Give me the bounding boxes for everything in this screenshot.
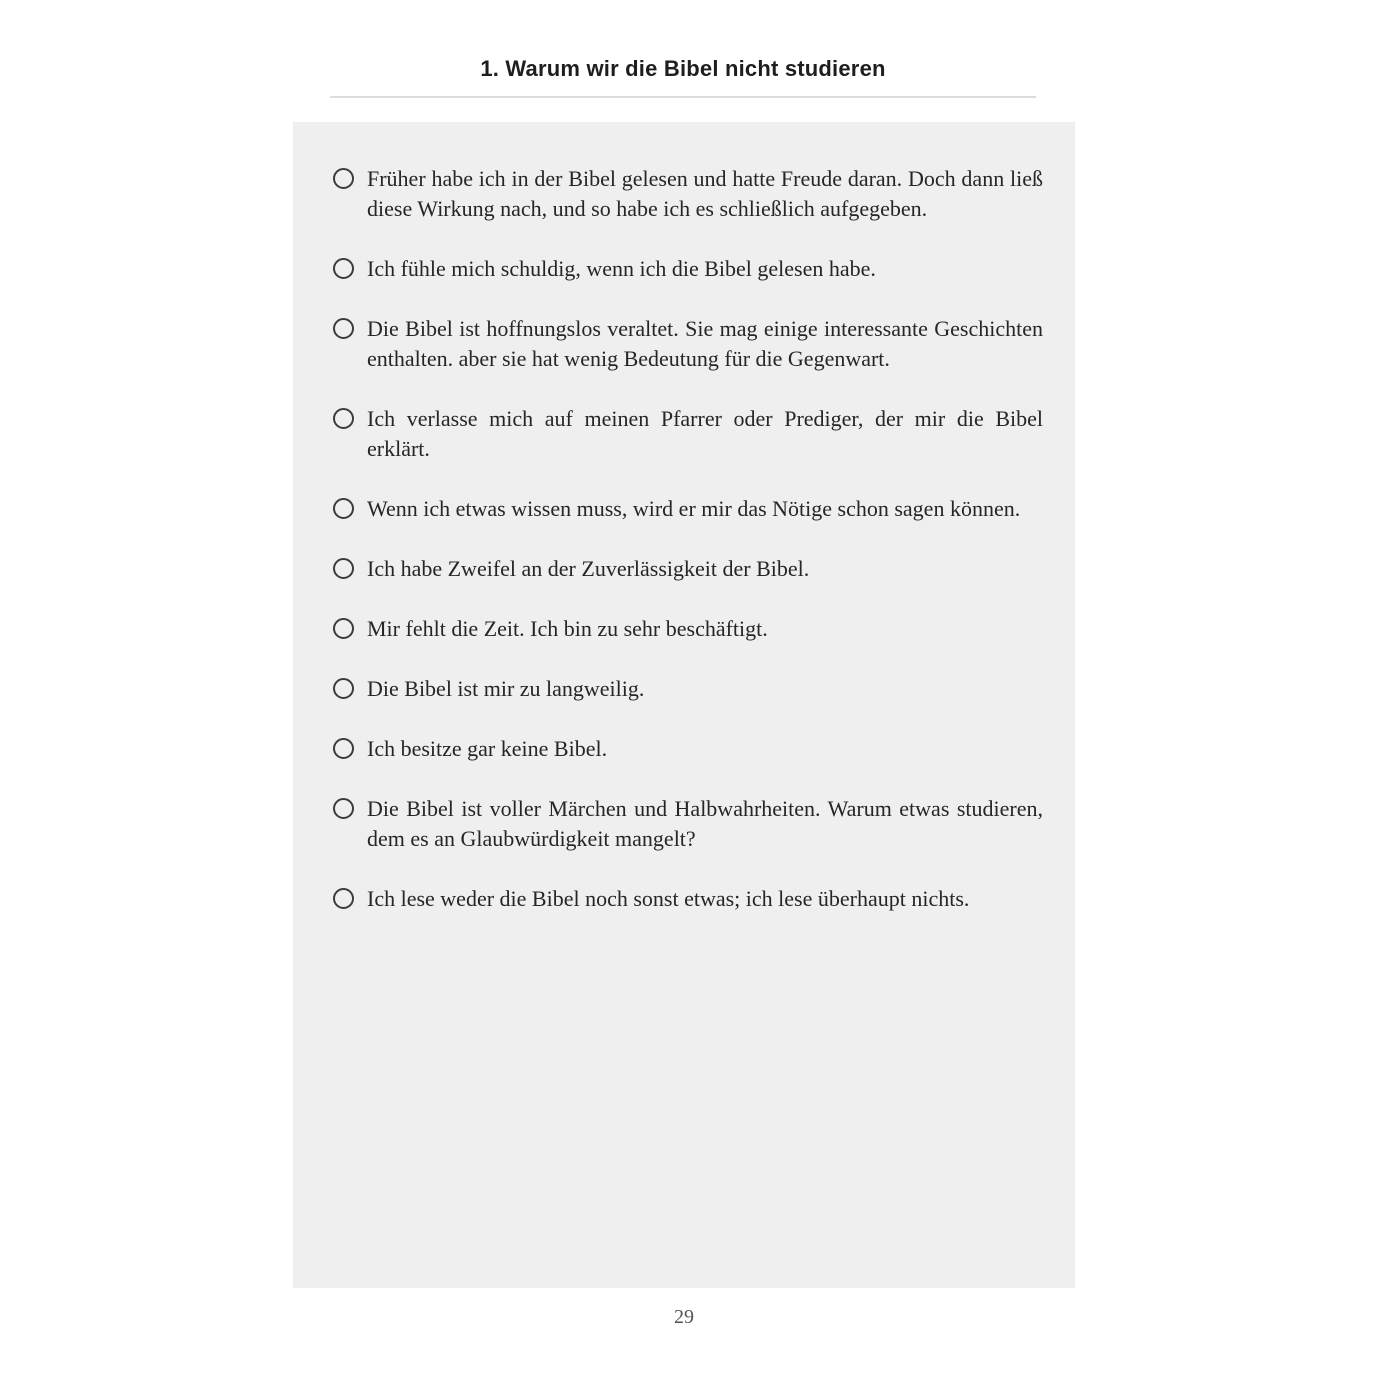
option-text: Die Bibel ist mir zu langweilig. <box>367 676 645 701</box>
option-text: Die Bibel ist hoffnungslos veraltet. Sie mag einige interessante Geschichten enthalten. aber sie hat wenig Bedeutung für die Gegenwart. <box>367 316 1043 371</box>
radio-circle-icon <box>333 168 354 189</box>
list-item <box>333 674 1043 704</box>
list-item <box>333 734 1043 764</box>
option-text: Früher habe ich in der Bibel gelesen und hatte Freude daran. Doch dann ließ diese Wirkung nach, und so habe ich es schließlich aufgegeben. <box>367 166 1043 221</box>
list-item <box>333 164 1043 224</box>
content-panel <box>293 122 1075 1288</box>
option-text: Ich besitze gar keine Bibel. <box>367 736 608 761</box>
list-item <box>333 314 1043 374</box>
radio-circle-icon <box>333 738 354 759</box>
list-item <box>333 494 1043 524</box>
option-text: Ich verlasse mich auf meinen Pfarrer oder Prediger, der mir die Bibel erklärt. <box>367 406 1043 461</box>
list-item <box>333 254 1043 284</box>
page-number: 29 <box>674 1306 694 1328</box>
list-item <box>333 794 1043 854</box>
option-text: Ich habe Zweifel an der Zuverlässigkeit der Bibel. <box>367 556 810 581</box>
list-item <box>333 554 1043 584</box>
radio-circle-icon <box>333 678 354 699</box>
option-text: Mir fehlt die Zeit. Ich bin zu sehr beschäftigt. <box>367 616 768 641</box>
list-item <box>333 614 1043 644</box>
radio-circle-icon <box>333 798 354 819</box>
option-text: Wenn ich etwas wissen muss, wird er mir das Nötige schon sagen können. <box>367 496 1021 521</box>
list-item <box>333 404 1043 464</box>
chapter-header: 1. Warum wir die Bibel nicht studieren <box>480 56 886 81</box>
radio-circle-icon <box>333 558 354 579</box>
radio-circle-icon <box>333 318 354 339</box>
radio-circle-icon <box>333 258 354 279</box>
radio-circle-icon <box>333 618 354 639</box>
header-divider <box>330 96 1036 98</box>
radio-circle-icon <box>333 408 354 429</box>
option-text: Ich lese weder die Bibel noch sonst etwas; ich lese überhaupt nichts. <box>367 886 970 911</box>
option-text: Ich fühle mich schuldig, wenn ich die Bibel gelesen habe. <box>367 256 876 281</box>
option-text: Die Bibel ist voller Märchen und Halbwahrheiten. Warum etwas studieren, dem es an Glaubwürdigkeit mangelt? <box>367 796 1043 851</box>
list-item <box>333 884 1043 914</box>
radio-circle-icon <box>333 888 354 909</box>
options-list <box>293 122 1075 914</box>
radio-circle-icon <box>333 498 354 519</box>
